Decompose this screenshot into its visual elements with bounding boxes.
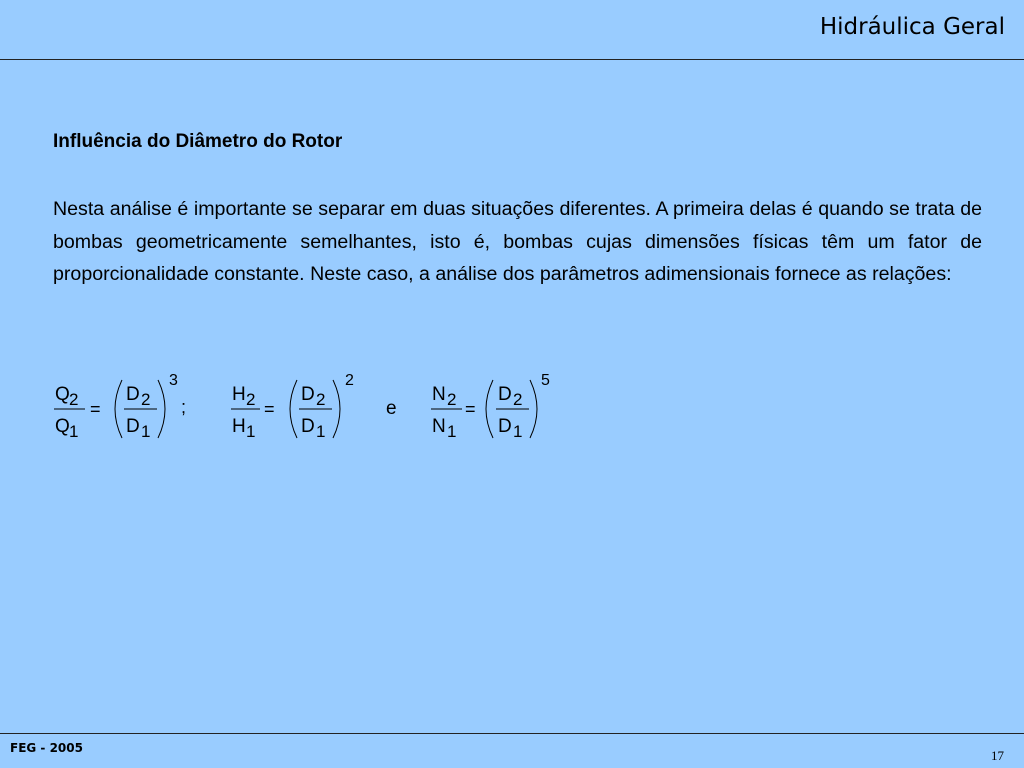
power-denominator-subscript: 1 xyxy=(447,422,457,441)
flow-numerator: Q xyxy=(55,384,70,405)
header-divider xyxy=(0,59,1024,60)
flow-denominator-subscript: 1 xyxy=(69,422,79,441)
head-denominator: H xyxy=(232,416,246,437)
power-exponent: 5 xyxy=(541,372,550,389)
power-numerator: N xyxy=(432,384,446,405)
body-paragraph: Nesta análise é importante se separar em duas situações diferentes. A primeira delas é quando se trata de bombas geometricamente semelhantes, isto é, bombas cujas dimensões físicas têm um fator de proporcionalidade constante. Neste caso, a análise dos parâmetros adimensionais fornece as relações: xyxy=(53,198,982,285)
footer-label: FEG - 2005 xyxy=(10,741,83,755)
power-equals: = xyxy=(465,399,476,419)
head-ratio-num-subscript: 2 xyxy=(316,390,326,409)
head-denominator-subscript: 1 xyxy=(246,422,256,441)
head-relation xyxy=(231,372,354,441)
flow-numerator-subscript: 2 xyxy=(69,390,79,409)
power-ratio-denominator: D xyxy=(498,416,512,437)
power-ratio-den-subscript: 1 xyxy=(513,422,523,441)
head-ratio-numerator: D xyxy=(301,384,315,405)
head-exponent: 2 xyxy=(345,372,354,389)
flow-ratio-num-subscript: 2 xyxy=(141,390,151,409)
head-ratio-denominator: D xyxy=(301,416,315,437)
flow-separator: ; xyxy=(181,397,187,417)
flow-ratio-numerator: D xyxy=(126,384,140,405)
power-relation xyxy=(431,372,550,441)
flow-exponent: 3 xyxy=(169,372,178,389)
head-equals: = xyxy=(264,399,275,419)
slide-title: Hidráulica Geral xyxy=(819,14,1005,40)
footer-divider xyxy=(0,733,1024,734)
page-number: 17 xyxy=(991,748,1004,763)
flow-ratio-denominator: D xyxy=(126,416,140,437)
formula-conjunction: e xyxy=(386,398,397,419)
flow-relation xyxy=(54,372,186,441)
power-ratio-numerator: D xyxy=(498,384,512,405)
similarity-relations-formula xyxy=(40,370,600,450)
flow-ratio-den-subscript: 1 xyxy=(141,422,151,441)
flow-equals: = xyxy=(90,399,101,419)
power-ratio-num-subscript: 2 xyxy=(513,390,523,409)
power-denominator: N xyxy=(432,416,446,437)
head-numerator: H xyxy=(232,384,246,405)
head-ratio-den-subscript: 1 xyxy=(316,422,326,441)
flow-denominator: Q xyxy=(55,416,70,437)
head-numerator-subscript: 2 xyxy=(246,390,256,409)
power-numerator-subscript: 2 xyxy=(447,390,457,409)
section-heading: Influência do Diâmetro do Rotor xyxy=(53,131,343,152)
